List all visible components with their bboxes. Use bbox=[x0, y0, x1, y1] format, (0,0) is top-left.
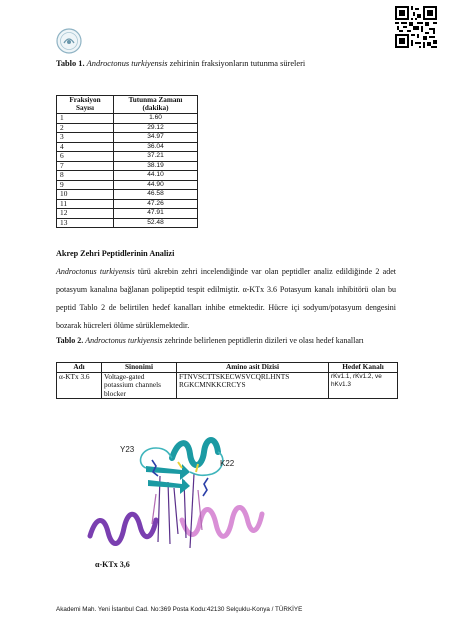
retention-cell: 1.60 bbox=[114, 114, 198, 124]
retention-cell: 47.91 bbox=[114, 209, 198, 219]
table-row bbox=[57, 190, 198, 200]
table2-header-sequence: Amino asit Dizisi bbox=[177, 363, 329, 373]
table-row bbox=[57, 372, 398, 399]
table2-header-target: Hedef Kanalı bbox=[329, 363, 398, 373]
table-row bbox=[57, 161, 198, 171]
fraction-cell: 13 bbox=[57, 218, 114, 228]
retention-cell: 38.19 bbox=[114, 161, 198, 171]
fraction-cell: 12 bbox=[57, 209, 114, 219]
table1-caption-label: Tablo 1. bbox=[56, 59, 85, 68]
retention-cell: 46.58 bbox=[114, 190, 198, 200]
retention-cell: 36.04 bbox=[114, 142, 198, 152]
footer-address: Akademi Mah. Yeni İstanbul Cad. No:369 Posta Kodu:42130 Selçuklu-Konya / TÜRKİYE bbox=[56, 606, 303, 613]
sequence-line: FTNVSCTTSKECWSVCQRLHNTS bbox=[179, 371, 290, 381]
fraction-cell: 7 bbox=[57, 161, 114, 171]
protein-structure-figure bbox=[86, 424, 272, 556]
table-row bbox=[57, 180, 198, 190]
retention-cell: 44.10 bbox=[114, 171, 198, 181]
table1-caption-species: Androctonus turkiyensis bbox=[86, 59, 168, 68]
retention-cell: 29.12 bbox=[114, 123, 198, 133]
peptide-target-cell: rKv1.1, rKv1.2, ve hKv1.3 bbox=[329, 372, 398, 399]
purple-helix bbox=[90, 514, 156, 543]
table1-caption-text: zehirinin fraksiyonların tutunma süreleri bbox=[167, 59, 306, 68]
teal-helix bbox=[172, 440, 218, 465]
table2-caption-label: Tablo 2. bbox=[56, 336, 84, 345]
qr-code bbox=[395, 6, 437, 48]
table2-header-synonym: Sinonimi bbox=[102, 363, 177, 373]
table1-header-fraction: Fraksiyon Sayısı bbox=[57, 96, 114, 114]
peptide-name-cell: α-KTx 3.6 bbox=[57, 372, 102, 399]
fraction-cell: 2 bbox=[57, 123, 114, 133]
table-row bbox=[57, 218, 198, 228]
table2-caption-species: Androctonus turkiyensis bbox=[85, 336, 163, 345]
peptide-synonym-cell: Voltage-gated potassium channels blocker bbox=[102, 372, 177, 399]
sequence-line: RGKCMNKKCRCYS bbox=[179, 380, 246, 390]
label-y23: Y23 bbox=[120, 445, 135, 454]
peptide-table bbox=[56, 362, 398, 399]
fraction-cell: 3 bbox=[57, 133, 114, 143]
peptide-sequence-cell bbox=[177, 372, 329, 399]
fraction-cell: 10 bbox=[57, 190, 114, 200]
table1-caption bbox=[56, 59, 305, 68]
section-heading: Akrep Zehri Peptidlerinin Analizi bbox=[56, 249, 175, 258]
retention-cell: 52.48 bbox=[114, 218, 198, 228]
fraction-cell: 4 bbox=[57, 142, 114, 152]
fraction-cell: 6 bbox=[57, 152, 114, 162]
table2-caption bbox=[56, 336, 396, 346]
fraction-cell: 11 bbox=[57, 199, 114, 209]
table-row bbox=[57, 142, 198, 152]
residue-k22 bbox=[203, 478, 208, 496]
table1-header-retention: Tutunma Zamanı (dakika) bbox=[114, 96, 198, 114]
section-paragraph bbox=[56, 263, 396, 335]
paragraph-species: Androctonus turkiyensis bbox=[56, 267, 135, 276]
table2-caption-text: zehrinde belirlenen peptidlerin dizileri ve olası hedef kanalları bbox=[162, 336, 364, 345]
table-row bbox=[57, 152, 198, 162]
label-k22: K22 bbox=[220, 459, 235, 468]
table-row bbox=[57, 123, 198, 133]
table-row bbox=[57, 209, 198, 219]
fraction-cell: 1 bbox=[57, 114, 114, 124]
figure-caption: α-KTx 3,6 bbox=[95, 560, 130, 569]
retention-cell: 47.26 bbox=[114, 199, 198, 209]
retention-time-table bbox=[56, 95, 198, 228]
pink-helix bbox=[182, 507, 262, 536]
table-row bbox=[57, 199, 198, 209]
table-row bbox=[57, 171, 198, 181]
table2-header-name: Adı bbox=[57, 363, 102, 373]
table-row bbox=[57, 133, 198, 143]
retention-cell: 44.90 bbox=[114, 180, 198, 190]
fraction-cell: 9 bbox=[57, 180, 114, 190]
retention-cell: 34.97 bbox=[114, 133, 198, 143]
table-row bbox=[57, 114, 198, 124]
paragraph-text: türü akrebin zehri incelendiğinde var olan peptidler analiz edildiğinde 2 adet potasyum kanalına bağlanan polipeptid tespit edilmiştir. α-KTx 3.6 Potasyum kanalı inhibitörü olan bu peptid Tablo 2 de belirtilen hedef kanalları inhibe etmektedir. Hücre içi sodyum/potasyum dengesini bozarak hücreleri ölüme sürüklemektedir. bbox=[56, 267, 397, 330]
fraction-cell: 8 bbox=[57, 171, 114, 181]
retention-cell: 37.21 bbox=[114, 152, 198, 162]
institution-logo bbox=[56, 28, 82, 54]
